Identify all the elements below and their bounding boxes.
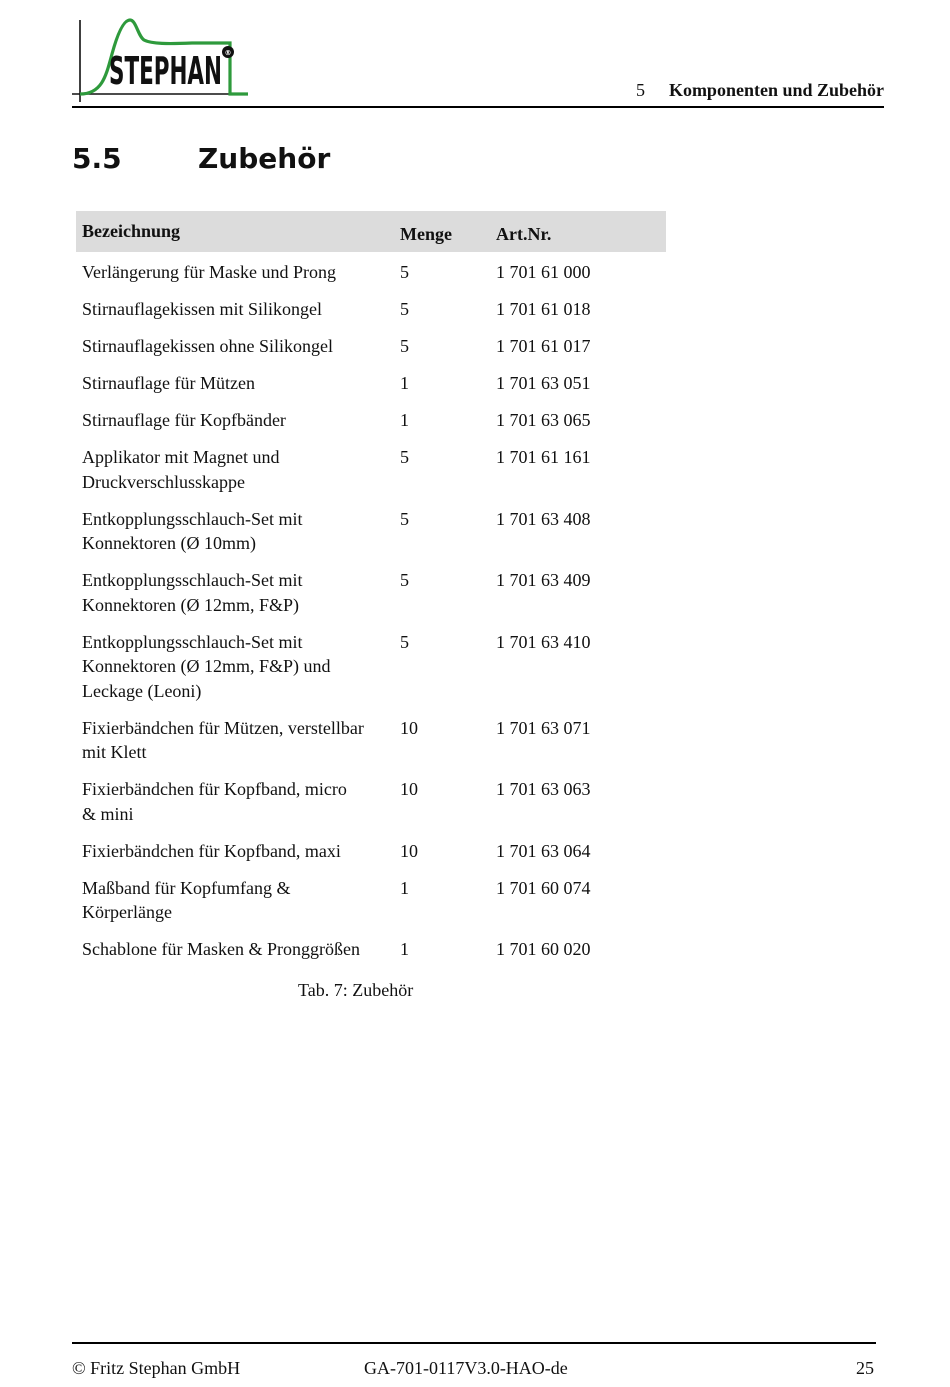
item-article-number: 1 701 63 064: [496, 840, 591, 861]
item-quantity: 1: [400, 373, 409, 393]
item-quantity: 5: [400, 262, 409, 282]
item-name: Stirnauflage für Mützen: [82, 373, 255, 393]
table-row: [76, 326, 666, 363]
item-article-number: 1 701 63 408: [496, 508, 591, 529]
item-article-number: 1 701 63 063: [496, 779, 591, 799]
item-quantity: 1: [400, 410, 409, 430]
item-article-number: 1 701 63 071: [496, 717, 591, 738]
table-body: [76, 252, 666, 966]
table-row: [76, 929, 666, 966]
item-article-number: 1 701 61 018: [496, 299, 591, 319]
section-title: Zubehör: [198, 142, 331, 175]
table-row: [76, 289, 666, 326]
chapter-title: Komponenten und Zubehör: [668, 80, 884, 100]
table-row: [76, 622, 666, 708]
page-number: 25: [856, 1358, 874, 1378]
item-name: Stirnauflagekissen mit Silikongel: [82, 299, 322, 319]
item-quantity: 10: [400, 840, 418, 861]
item-name: Schablone für Masken & Pronggrößen: [82, 939, 360, 959]
table-row: [76, 708, 666, 770]
header-divider: [72, 106, 884, 108]
table-row: [76, 769, 666, 831]
item-name: Stirnauflage für Kopfbänder: [82, 410, 286, 430]
logo-text: STEPHAN: [109, 49, 222, 93]
column-header-article-number: Art.Nr.: [496, 224, 552, 244]
item-quantity: 10: [400, 779, 418, 799]
item-article-number: 1 701 63 051: [496, 373, 591, 393]
column-header-name: Bezeichnung: [82, 221, 181, 241]
accessories-table: [76, 211, 666, 966]
section-number: 5.5: [72, 142, 122, 175]
item-name: Fixierbändchen für Kopfband, micro & mini: [82, 779, 347, 824]
table-row: [76, 252, 666, 289]
running-header: [636, 80, 884, 101]
footer-divider: [72, 1342, 876, 1344]
logo-registered-mark: ®: [224, 49, 232, 57]
table-row: [76, 363, 666, 400]
item-quantity: 10: [400, 717, 418, 738]
item-quantity: 5: [400, 508, 409, 529]
item-name: Stirnauflagekissen ohne Silikongel: [82, 336, 333, 356]
table-row: [76, 499, 666, 561]
table-row: [76, 400, 666, 437]
item-article-number: 1 701 61 017: [496, 336, 591, 356]
item-name: Maßband für Kopfumfang & Körperlänge: [82, 877, 291, 922]
table-row: [76, 560, 666, 622]
column-header-quantity: Menge: [400, 224, 452, 244]
item-name: Entkopplungsschlauch-Set mit Konnektoren (Ø 10mm): [82, 508, 303, 553]
item-article-number: 1 701 61 161: [496, 447, 591, 467]
item-name: Entkopplungsschlauch-Set mit Konnektoren (Ø 12mm, F&P) und Leckage (Leoni): [82, 631, 331, 701]
item-quantity: 5: [400, 299, 409, 319]
item-quantity: 5: [400, 631, 409, 652]
chapter-number: 5: [635, 80, 645, 100]
item-article-number: 1 701 61 000: [496, 262, 591, 282]
table-row: [76, 868, 666, 930]
item-name: Fixierbändchen für Kopfband, maxi: [82, 840, 341, 861]
item-quantity: 5: [400, 570, 409, 590]
footer-document-id: GA-701-0117V3.0-HAO-de: [364, 1358, 568, 1378]
item-article-number: 1 701 60 020: [496, 939, 591, 959]
table-header: [76, 211, 666, 252]
item-article-number: 1 701 60 074: [496, 877, 591, 898]
item-name: Applikator mit Magnet und Druckverschlusskappe: [82, 447, 280, 492]
table-caption: Tab. 7: Zubehör: [298, 980, 414, 1000]
footer-copyright: © Fritz Stephan GmbH: [72, 1358, 241, 1378]
table-row: [76, 437, 666, 499]
item-name: Verlängerung für Maske und Prong: [82, 262, 336, 282]
item-article-number: 1 701 63 065: [496, 410, 591, 430]
item-name: Fixierbändchen für Mützen, verstellbar mit Klett: [82, 717, 364, 762]
item-quantity: 5: [400, 447, 409, 467]
item-name: Entkopplungsschlauch-Set mit Konnektoren (Ø 12mm, F&P): [82, 570, 303, 615]
item-quantity: 1: [400, 877, 409, 898]
item-article-number: 1 701 63 409: [496, 570, 591, 590]
section-heading: [72, 142, 330, 175]
item-article-number: 1 701 63 410: [496, 631, 591, 652]
item-quantity: 1: [400, 939, 409, 959]
item-quantity: 5: [400, 336, 409, 356]
stephan-logo: [72, 14, 252, 102]
table-row: [76, 831, 666, 868]
